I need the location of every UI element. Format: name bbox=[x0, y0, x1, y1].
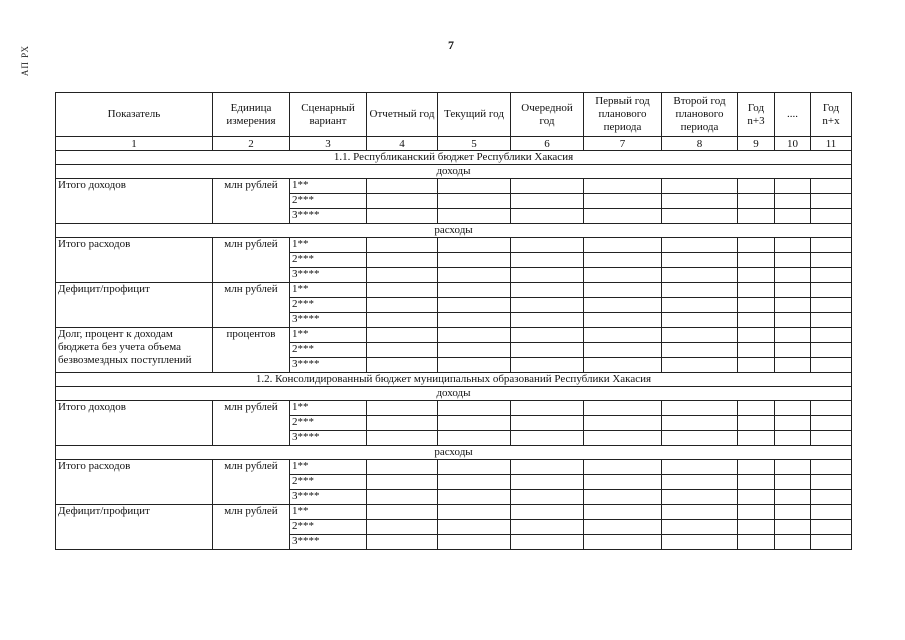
value-cell[interactable] bbox=[738, 283, 775, 298]
value-cell[interactable] bbox=[584, 505, 662, 520]
value-cell[interactable] bbox=[662, 209, 738, 224]
value-cell[interactable] bbox=[775, 238, 811, 253]
value-cell[interactable] bbox=[811, 283, 852, 298]
value-cell[interactable] bbox=[662, 520, 738, 535]
value-cell[interactable] bbox=[738, 505, 775, 520]
indicator-name: Дефицит/профицит bbox=[56, 283, 213, 328]
value-cell[interactable] bbox=[811, 268, 852, 283]
value-cell[interactable] bbox=[584, 431, 662, 446]
table-row bbox=[56, 238, 852, 253]
value-cell[interactable] bbox=[662, 401, 738, 416]
value-cell[interactable] bbox=[438, 490, 511, 505]
value-cell[interactable] bbox=[662, 253, 738, 268]
value-cell[interactable] bbox=[662, 505, 738, 520]
value-cell[interactable] bbox=[811, 535, 852, 550]
value-cell[interactable] bbox=[438, 298, 511, 313]
value-cell[interactable] bbox=[584, 283, 662, 298]
value-cell[interactable] bbox=[811, 298, 852, 313]
value-cell[interactable] bbox=[511, 238, 584, 253]
value-cell[interactable] bbox=[367, 328, 438, 343]
column-number: 4 bbox=[367, 137, 438, 151]
indicator-name: Долг, процент к доходам бюджета без учета объема безвозмездных поступлений bbox=[56, 328, 213, 373]
indicator-name: Итого доходов bbox=[56, 179, 213, 224]
value-cell[interactable] bbox=[438, 209, 511, 224]
value-cell[interactable] bbox=[811, 358, 852, 373]
value-cell[interactable] bbox=[662, 358, 738, 373]
value-cell[interactable] bbox=[511, 343, 584, 358]
value-cell[interactable] bbox=[584, 535, 662, 550]
value-cell[interactable] bbox=[511, 358, 584, 373]
value-cell[interactable] bbox=[511, 209, 584, 224]
value-cell[interactable] bbox=[584, 313, 662, 328]
value-cell[interactable] bbox=[811, 313, 852, 328]
value-cell[interactable] bbox=[775, 313, 811, 328]
value-cell[interactable] bbox=[511, 490, 584, 505]
value-cell[interactable] bbox=[662, 535, 738, 550]
value-cell[interactable] bbox=[775, 298, 811, 313]
value-cell[interactable] bbox=[367, 535, 438, 550]
value-cell[interactable] bbox=[367, 253, 438, 268]
table-row bbox=[56, 179, 852, 194]
value-cell[interactable] bbox=[775, 475, 811, 490]
scenario-cell: 3**** bbox=[290, 535, 367, 550]
value-cell[interactable] bbox=[738, 475, 775, 490]
value-cell[interactable] bbox=[438, 343, 511, 358]
value-cell[interactable] bbox=[511, 328, 584, 343]
value-cell[interactable] bbox=[811, 194, 852, 209]
column-number: 1 bbox=[56, 137, 213, 151]
value-cell[interactable] bbox=[811, 431, 852, 446]
value-cell[interactable] bbox=[367, 283, 438, 298]
header-row bbox=[56, 93, 852, 137]
section-title: 1.2. Консолидированный бюджет муниципальных образований Республики Хакасия bbox=[56, 373, 852, 387]
value-cell[interactable] bbox=[367, 490, 438, 505]
value-cell[interactable] bbox=[775, 328, 811, 343]
value-cell[interactable] bbox=[811, 520, 852, 535]
value-cell[interactable] bbox=[584, 460, 662, 475]
unit-cell: млн рублей bbox=[213, 460, 290, 505]
scenario-cell: 2*** bbox=[290, 475, 367, 490]
value-cell[interactable] bbox=[738, 490, 775, 505]
value-cell[interactable] bbox=[775, 490, 811, 505]
value-cell[interactable] bbox=[775, 268, 811, 283]
value-cell[interactable] bbox=[511, 460, 584, 475]
scenario-cell: 1** bbox=[290, 179, 367, 194]
value-cell[interactable] bbox=[811, 253, 852, 268]
scenario-cell: 2*** bbox=[290, 343, 367, 358]
value-cell[interactable] bbox=[584, 490, 662, 505]
value-cell[interactable] bbox=[738, 520, 775, 535]
scenario-cell: 2*** bbox=[290, 520, 367, 535]
value-cell[interactable] bbox=[662, 298, 738, 313]
value-cell[interactable] bbox=[738, 238, 775, 253]
scenario-cell: 3**** bbox=[290, 313, 367, 328]
value-cell[interactable] bbox=[775, 179, 811, 194]
value-cell[interactable] bbox=[584, 253, 662, 268]
value-cell[interactable] bbox=[738, 431, 775, 446]
value-cell[interactable] bbox=[511, 520, 584, 535]
unit-cell: млн рублей bbox=[213, 238, 290, 283]
value-cell[interactable] bbox=[367, 343, 438, 358]
value-cell[interactable] bbox=[775, 253, 811, 268]
value-cell[interactable] bbox=[775, 358, 811, 373]
header-plan-year-1: Первый год планового периода bbox=[584, 93, 662, 137]
header-unit: Единица измерения bbox=[213, 93, 290, 137]
column-number: 2 bbox=[213, 137, 290, 151]
value-cell[interactable] bbox=[511, 179, 584, 194]
value-cell[interactable] bbox=[662, 268, 738, 283]
value-cell[interactable] bbox=[367, 298, 438, 313]
header-ellipsis: .... bbox=[775, 93, 811, 137]
group-title: доходы bbox=[56, 387, 852, 401]
column-number: 5 bbox=[438, 137, 511, 151]
value-cell[interactable] bbox=[584, 343, 662, 358]
value-cell[interactable] bbox=[511, 268, 584, 283]
column-number: 11 bbox=[811, 137, 852, 151]
value-cell[interactable] bbox=[738, 460, 775, 475]
value-cell[interactable] bbox=[775, 283, 811, 298]
value-cell[interactable] bbox=[584, 328, 662, 343]
value-cell[interactable] bbox=[367, 194, 438, 209]
scenario-cell: 3**** bbox=[290, 209, 367, 224]
forecast-table bbox=[55, 92, 852, 550]
scenario-cell: 1** bbox=[290, 401, 367, 416]
value-cell[interactable] bbox=[738, 179, 775, 194]
value-cell[interactable] bbox=[367, 520, 438, 535]
value-cell[interactable] bbox=[438, 505, 511, 520]
value-cell[interactable] bbox=[511, 194, 584, 209]
value-cell[interactable] bbox=[511, 313, 584, 328]
value-cell[interactable] bbox=[584, 194, 662, 209]
value-cell[interactable] bbox=[367, 268, 438, 283]
value-cell[interactable] bbox=[367, 313, 438, 328]
value-cell[interactable] bbox=[738, 416, 775, 431]
value-cell[interactable] bbox=[438, 535, 511, 550]
indicator-name: Итого расходов bbox=[56, 238, 213, 283]
header-reporting-year: Отчетный год bbox=[367, 93, 438, 137]
value-cell[interactable] bbox=[438, 268, 511, 283]
value-cell[interactable] bbox=[511, 475, 584, 490]
scenario-cell: 1** bbox=[290, 238, 367, 253]
side-label: АП РХ bbox=[20, 45, 30, 77]
scenario-cell: 1** bbox=[290, 328, 367, 343]
value-cell[interactable] bbox=[662, 431, 738, 446]
column-number: 8 bbox=[662, 137, 738, 151]
scenario-cell: 3**** bbox=[290, 431, 367, 446]
value-cell[interactable] bbox=[662, 194, 738, 209]
value-cell[interactable] bbox=[511, 505, 584, 520]
value-cell[interactable] bbox=[775, 194, 811, 209]
value-cell[interactable] bbox=[738, 401, 775, 416]
header-year-n3: Год n+3 bbox=[738, 93, 775, 137]
group-title: расходы bbox=[56, 224, 852, 238]
value-cell[interactable] bbox=[511, 283, 584, 298]
table-row bbox=[56, 283, 852, 298]
value-cell[interactable] bbox=[438, 520, 511, 535]
scenario-cell: 2*** bbox=[290, 416, 367, 431]
scenario-cell: 3**** bbox=[290, 268, 367, 283]
value-cell[interactable] bbox=[584, 358, 662, 373]
value-cell[interactable] bbox=[811, 460, 852, 475]
section-header-row bbox=[56, 373, 852, 387]
value-cell[interactable] bbox=[738, 194, 775, 209]
group-title: расходы bbox=[56, 446, 852, 460]
table-row bbox=[56, 401, 852, 416]
unit-cell: процентов bbox=[213, 328, 290, 373]
value-cell[interactable] bbox=[662, 313, 738, 328]
value-cell[interactable] bbox=[438, 238, 511, 253]
scenario-cell: 2*** bbox=[290, 298, 367, 313]
value-cell[interactable] bbox=[438, 431, 511, 446]
value-cell[interactable] bbox=[738, 535, 775, 550]
indicator-name: Дефицит/профицит bbox=[56, 505, 213, 550]
section-header-row bbox=[56, 151, 852, 165]
value-cell[interactable] bbox=[367, 505, 438, 520]
value-cell[interactable] bbox=[811, 179, 852, 194]
header-current-year: Текущий год bbox=[438, 93, 511, 137]
unit-cell: млн рублей bbox=[213, 283, 290, 328]
value-cell[interactable] bbox=[738, 343, 775, 358]
value-cell[interactable] bbox=[738, 298, 775, 313]
value-cell[interactable] bbox=[438, 416, 511, 431]
value-cell[interactable] bbox=[584, 401, 662, 416]
value-cell[interactable] bbox=[438, 253, 511, 268]
column-number: 7 bbox=[584, 137, 662, 151]
group-header-row bbox=[56, 446, 852, 460]
value-cell[interactable] bbox=[511, 431, 584, 446]
value-cell[interactable] bbox=[775, 460, 811, 475]
value-cell[interactable] bbox=[367, 209, 438, 224]
value-cell[interactable] bbox=[738, 328, 775, 343]
value-cell[interactable] bbox=[367, 416, 438, 431]
group-header-row bbox=[56, 224, 852, 238]
value-cell[interactable] bbox=[584, 475, 662, 490]
value-cell[interactable] bbox=[438, 401, 511, 416]
value-cell[interactable] bbox=[811, 475, 852, 490]
scenario-cell: 2*** bbox=[290, 194, 367, 209]
table-body bbox=[56, 151, 852, 550]
value-cell[interactable] bbox=[584, 209, 662, 224]
value-cell[interactable] bbox=[738, 358, 775, 373]
value-cell[interactable] bbox=[584, 416, 662, 431]
indicator-name: Итого расходов bbox=[56, 460, 213, 505]
value-cell[interactable] bbox=[662, 283, 738, 298]
value-cell[interactable] bbox=[775, 416, 811, 431]
value-cell[interactable] bbox=[662, 460, 738, 475]
value-cell[interactable] bbox=[738, 313, 775, 328]
value-cell[interactable] bbox=[584, 298, 662, 313]
value-cell[interactable] bbox=[738, 209, 775, 224]
scenario-cell: 1** bbox=[290, 460, 367, 475]
value-cell[interactable] bbox=[811, 328, 852, 343]
value-cell[interactable] bbox=[584, 520, 662, 535]
value-cell[interactable] bbox=[511, 416, 584, 431]
value-cell[interactable] bbox=[438, 460, 511, 475]
value-cell[interactable] bbox=[662, 490, 738, 505]
group-header-row bbox=[56, 387, 852, 401]
value-cell[interactable] bbox=[438, 475, 511, 490]
value-cell[interactable] bbox=[811, 238, 852, 253]
value-cell[interactable] bbox=[367, 460, 438, 475]
value-cell[interactable] bbox=[811, 209, 852, 224]
group-header-row bbox=[56, 165, 852, 179]
value-cell[interactable] bbox=[511, 298, 584, 313]
column-number: 9 bbox=[738, 137, 775, 151]
value-cell[interactable] bbox=[438, 179, 511, 194]
column-number: 3 bbox=[290, 137, 367, 151]
header-indicator: Показатель bbox=[56, 93, 213, 137]
header-scenario: Сценарный вариант bbox=[290, 93, 367, 137]
value-cell[interactable] bbox=[511, 401, 584, 416]
value-cell[interactable] bbox=[367, 401, 438, 416]
value-cell[interactable] bbox=[775, 505, 811, 520]
value-cell[interactable] bbox=[662, 179, 738, 194]
header-next-year: Очередной год bbox=[511, 93, 584, 137]
value-cell[interactable] bbox=[811, 343, 852, 358]
value-cell[interactable] bbox=[367, 431, 438, 446]
unit-cell: млн рублей bbox=[213, 401, 290, 446]
unit-cell: млн рублей bbox=[213, 179, 290, 224]
value-cell[interactable] bbox=[511, 253, 584, 268]
scenario-cell: 3**** bbox=[290, 358, 367, 373]
table-row bbox=[56, 505, 852, 520]
value-cell[interactable] bbox=[662, 416, 738, 431]
value-cell[interactable] bbox=[775, 520, 811, 535]
value-cell[interactable] bbox=[367, 475, 438, 490]
value-cell[interactable] bbox=[367, 358, 438, 373]
value-cell[interactable] bbox=[367, 238, 438, 253]
group-title: доходы bbox=[56, 165, 852, 179]
value-cell[interactable] bbox=[584, 179, 662, 194]
value-cell[interactable] bbox=[584, 268, 662, 283]
value-cell[interactable] bbox=[811, 401, 852, 416]
value-cell[interactable] bbox=[367, 179, 438, 194]
scenario-cell: 1** bbox=[290, 283, 367, 298]
scenario-cell: 2*** bbox=[290, 253, 367, 268]
table-row bbox=[56, 328, 852, 343]
value-cell[interactable] bbox=[738, 253, 775, 268]
value-cell[interactable] bbox=[738, 268, 775, 283]
column-number-row bbox=[56, 137, 852, 151]
value-cell[interactable] bbox=[438, 283, 511, 298]
value-cell[interactable] bbox=[438, 328, 511, 343]
column-number: 6 bbox=[511, 137, 584, 151]
value-cell[interactable] bbox=[438, 313, 511, 328]
value-cell[interactable] bbox=[775, 401, 811, 416]
table-row bbox=[56, 460, 852, 475]
value-cell[interactable] bbox=[662, 328, 738, 343]
page-number: 7 bbox=[448, 38, 454, 52]
value-cell[interactable] bbox=[775, 343, 811, 358]
value-cell[interactable] bbox=[662, 238, 738, 253]
indicator-name: Итого доходов bbox=[56, 401, 213, 446]
value-cell[interactable] bbox=[775, 535, 811, 550]
value-cell[interactable] bbox=[511, 535, 584, 550]
value-cell[interactable] bbox=[662, 475, 738, 490]
section-title: 1.1. Республиканский бюджет Республики Хакасия bbox=[56, 151, 852, 165]
column-number: 10 bbox=[775, 137, 811, 151]
value-cell[interactable] bbox=[438, 194, 511, 209]
value-cell[interactable] bbox=[662, 343, 738, 358]
value-cell[interactable] bbox=[811, 505, 852, 520]
unit-cell: млн рублей bbox=[213, 505, 290, 550]
value-cell[interactable] bbox=[775, 209, 811, 224]
value-cell[interactable] bbox=[811, 490, 852, 505]
value-cell[interactable] bbox=[811, 416, 852, 431]
value-cell[interactable] bbox=[438, 358, 511, 373]
header-year-nx: Год n+x bbox=[811, 93, 852, 137]
value-cell[interactable] bbox=[775, 431, 811, 446]
scenario-cell: 1** bbox=[290, 505, 367, 520]
header-plan-year-2: Второй год планового периода bbox=[662, 93, 738, 137]
value-cell[interactable] bbox=[584, 238, 662, 253]
scenario-cell: 3**** bbox=[290, 490, 367, 505]
